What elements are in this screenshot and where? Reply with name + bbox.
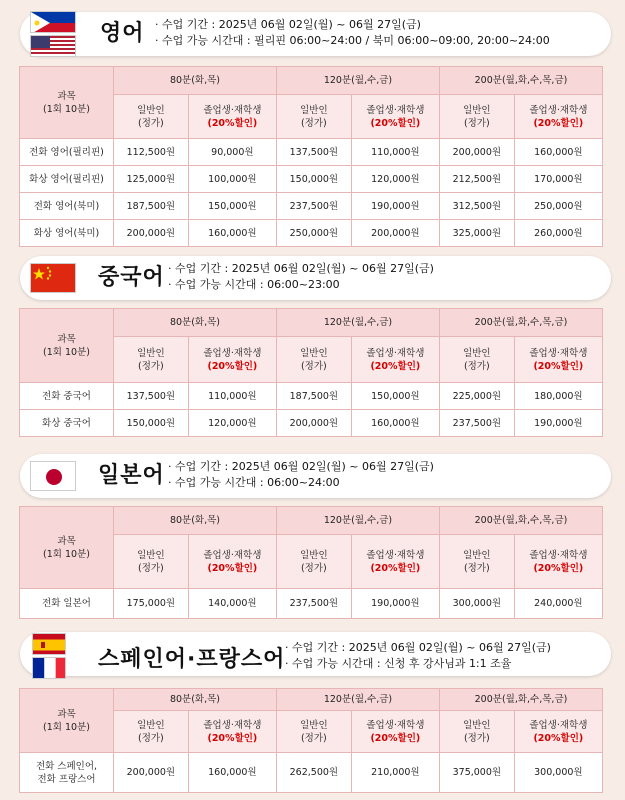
usa-flag-icon <box>30 35 76 57</box>
regular-price-header: 일반인 (정가) <box>439 337 514 383</box>
price-cell: 150,000원 <box>276 166 351 193</box>
row-label: 전화 스페인어, 전화 프랑스어 <box>20 753 114 793</box>
china-flag-icon <box>30 263 76 293</box>
group-header-120: 120분(월,수,금) <box>276 689 439 711</box>
price-cell: 200,000원 <box>439 139 514 166</box>
table-row <box>20 166 603 193</box>
class-period: · 수업 기간 : 2025년 06월 02일(월) ~ 06월 27일(금) <box>168 262 434 275</box>
row-label: 전화 영어(북미) <box>20 193 114 220</box>
price-cell: 170,000원 <box>514 166 602 193</box>
row-label: 화상 영어(필리핀) <box>20 166 114 193</box>
group-header-80: 80분(화,목) <box>114 309 277 337</box>
row-label: 화상 중국어 <box>20 410 114 437</box>
section-chinese <box>0 252 625 429</box>
price-cell: 110,000원 <box>351 139 439 166</box>
section-header <box>0 252 625 302</box>
class-period: · 수업 기간 : 2025년 06월 02일(월) ~ 06월 27일(금) <box>155 18 421 31</box>
regular-price-header: 일반인 (정가) <box>114 337 189 383</box>
section-info <box>168 261 434 293</box>
row-label: 화상 영어(북미) <box>20 220 114 247</box>
price-cell: 237,500원 <box>276 193 351 220</box>
price-cell: 260,000원 <box>514 220 602 247</box>
table-row <box>20 220 603 247</box>
group-header-200: 200분(월,화,수,목,금) <box>439 507 602 535</box>
group-header-200: 200분(월,화,수,목,금) <box>439 309 602 337</box>
regular-price-header: 일반인 (정가) <box>114 711 189 753</box>
course-header: 과목 (1회 10분) <box>20 689 114 753</box>
price-cell: 120,000원 <box>188 410 276 437</box>
price-cell: 200,000원 <box>114 753 189 793</box>
price-cell: 225,000원 <box>439 383 514 410</box>
group-header-120: 120분(월,수,금) <box>276 507 439 535</box>
table-row <box>20 383 603 410</box>
price-cell: 160,000원 <box>188 753 276 793</box>
price-cell: 375,000원 <box>439 753 514 793</box>
price-cell: 237,500원 <box>276 589 351 619</box>
class-period: · 수업 기간 : 2025년 06월 02일(월) ~ 06월 27일(금) <box>285 641 551 654</box>
section-title: 영어 <box>100 21 145 46</box>
price-cell: 175,000원 <box>114 589 189 619</box>
price-table <box>19 308 603 437</box>
discount-price-header: 졸업생·재학생 (20%할인) <box>188 711 276 753</box>
price-cell: 110,000원 <box>188 383 276 410</box>
price-cell: 90,000원 <box>188 139 276 166</box>
section-header <box>0 8 625 58</box>
price-cell: 262,500원 <box>276 753 351 793</box>
section-spanish-french <box>0 628 625 785</box>
price-cell: 150,000원 <box>351 383 439 410</box>
price-cell: 112,500원 <box>114 139 189 166</box>
price-table <box>19 688 603 793</box>
price-cell: 300,000원 <box>439 589 514 619</box>
flag-group <box>30 453 78 499</box>
flag-group <box>30 11 78 57</box>
section-english <box>0 8 625 239</box>
flag-group <box>30 255 78 301</box>
price-cell: 190,000원 <box>351 589 439 619</box>
group-header-120: 120분(월,수,금) <box>276 67 439 95</box>
row-label: 전화 중국어 <box>20 383 114 410</box>
class-period: · 수업 기간 : 2025년 06월 02일(월) ~ 06월 27일(금) <box>168 460 434 473</box>
price-cell: 200,000원 <box>351 220 439 247</box>
discount-price-header: 졸업생·재학생 (20%할인) <box>514 711 602 753</box>
section-info <box>168 459 434 491</box>
price-cell: 190,000원 <box>514 410 602 437</box>
price-cell: 312,500원 <box>439 193 514 220</box>
price-cell: 200,000원 <box>276 410 351 437</box>
discount-price-header: 졸업생·재학생 (20%할인) <box>188 535 276 589</box>
price-cell: 137,500원 <box>276 139 351 166</box>
regular-price-header: 일반인 (정가) <box>439 711 514 753</box>
regular-price-header: 일반인 (정가) <box>439 535 514 589</box>
price-cell: 150,000원 <box>188 193 276 220</box>
price-cell: 240,000원 <box>514 589 602 619</box>
price-table <box>19 506 603 619</box>
price-cell: 200,000원 <box>114 220 189 247</box>
price-cell: 210,000원 <box>351 753 439 793</box>
section-header <box>0 628 625 678</box>
course-header: 과목 (1회 10분) <box>20 309 114 383</box>
table-row <box>20 410 603 437</box>
philippines-flag-icon <box>30 11 76 33</box>
row-label: 전화 일본어 <box>20 589 114 619</box>
table-row <box>20 753 603 793</box>
discount-price-header: 졸업생·재학생 (20%할인) <box>351 535 439 589</box>
regular-price-header: 일반인 (정가) <box>276 535 351 589</box>
price-cell: 237,500원 <box>439 410 514 437</box>
japan-flag-icon <box>30 461 76 491</box>
discount-price-header: 졸업생·재학생 (20%할인) <box>188 95 276 139</box>
group-header-80: 80분(화,목) <box>114 507 277 535</box>
spain-flag-icon <box>32 633 66 655</box>
flag-group <box>30 631 78 677</box>
price-cell: 137,500원 <box>114 383 189 410</box>
price-cell: 190,000원 <box>351 193 439 220</box>
section-info <box>155 17 550 49</box>
class-hours: · 수업 가능 시간대 : 06:00~24:00 <box>168 476 340 489</box>
discount-price-header: 졸업생·재학생 (20%할인) <box>514 95 602 139</box>
price-cell: 150,000원 <box>114 410 189 437</box>
price-cell: 180,000원 <box>514 383 602 410</box>
discount-price-header: 졸업생·재학생 (20%할인) <box>351 337 439 383</box>
class-hours: · 수업 가능 시간대 : 06:00~23:00 <box>168 278 340 291</box>
section-title: 중국어 <box>98 265 165 290</box>
price-cell: 250,000원 <box>276 220 351 247</box>
row-label: 전화 영어(필리핀) <box>20 139 114 166</box>
regular-price-header: 일반인 (정가) <box>114 535 189 589</box>
section-header <box>0 450 625 500</box>
section-info <box>285 640 551 672</box>
regular-price-header: 일반인 (정가) <box>276 711 351 753</box>
class-hours: · 수업 가능 시간대 : 필리핀 06:00~24:00 / 북미 06:00~09:00, 20:00~24:00 <box>155 34 550 47</box>
discount-price-header: 졸업생·재학생 (20%할인) <box>514 535 602 589</box>
group-header-80: 80분(화,목) <box>114 67 277 95</box>
price-cell: 300,000원 <box>514 753 602 793</box>
price-cell: 125,000원 <box>114 166 189 193</box>
price-cell: 100,000원 <box>188 166 276 193</box>
price-cell: 187,500원 <box>114 193 189 220</box>
group-header-200: 200분(월,화,수,목,금) <box>439 67 602 95</box>
table-row <box>20 589 603 619</box>
regular-price-header: 일반인 (정가) <box>439 95 514 139</box>
price-table <box>19 66 603 247</box>
section-title: 일본어 <box>98 463 165 488</box>
course-header: 과목 (1회 10분) <box>20 507 114 589</box>
price-cell: 250,000원 <box>514 193 602 220</box>
table-row <box>20 193 603 220</box>
price-cell: 160,000원 <box>514 139 602 166</box>
class-hours: · 수업 가능 시간대 : 신청 후 강사님과 1:1 조율 <box>285 657 512 670</box>
discount-price-header: 졸업생·재학생 (20%할인) <box>514 337 602 383</box>
discount-price-header: 졸업생·재학생 (20%할인) <box>188 337 276 383</box>
section-japanese <box>0 450 625 609</box>
table-row <box>20 139 603 166</box>
course-header: 과목 (1회 10분) <box>20 67 114 139</box>
price-cell: 120,000원 <box>351 166 439 193</box>
group-header-200: 200분(월,화,수,목,금) <box>439 689 602 711</box>
france-flag-icon <box>32 657 66 679</box>
discount-price-header: 졸업생·재학생 (20%할인) <box>351 95 439 139</box>
regular-price-header: 일반인 (정가) <box>276 337 351 383</box>
price-cell: 212,500원 <box>439 166 514 193</box>
price-cell: 325,000원 <box>439 220 514 247</box>
discount-price-header: 졸업생·재학생 (20%할인) <box>351 711 439 753</box>
group-header-120: 120분(월,수,금) <box>276 309 439 337</box>
section-title: 스페인어·프랑스어 <box>98 647 286 672</box>
regular-price-header: 일반인 (정가) <box>114 95 189 139</box>
price-cell: 140,000원 <box>188 589 276 619</box>
regular-price-header: 일반인 (정가) <box>276 95 351 139</box>
price-cell: 160,000원 <box>351 410 439 437</box>
group-header-80: 80분(화,목) <box>114 689 277 711</box>
price-cell: 187,500원 <box>276 383 351 410</box>
price-cell: 160,000원 <box>188 220 276 247</box>
